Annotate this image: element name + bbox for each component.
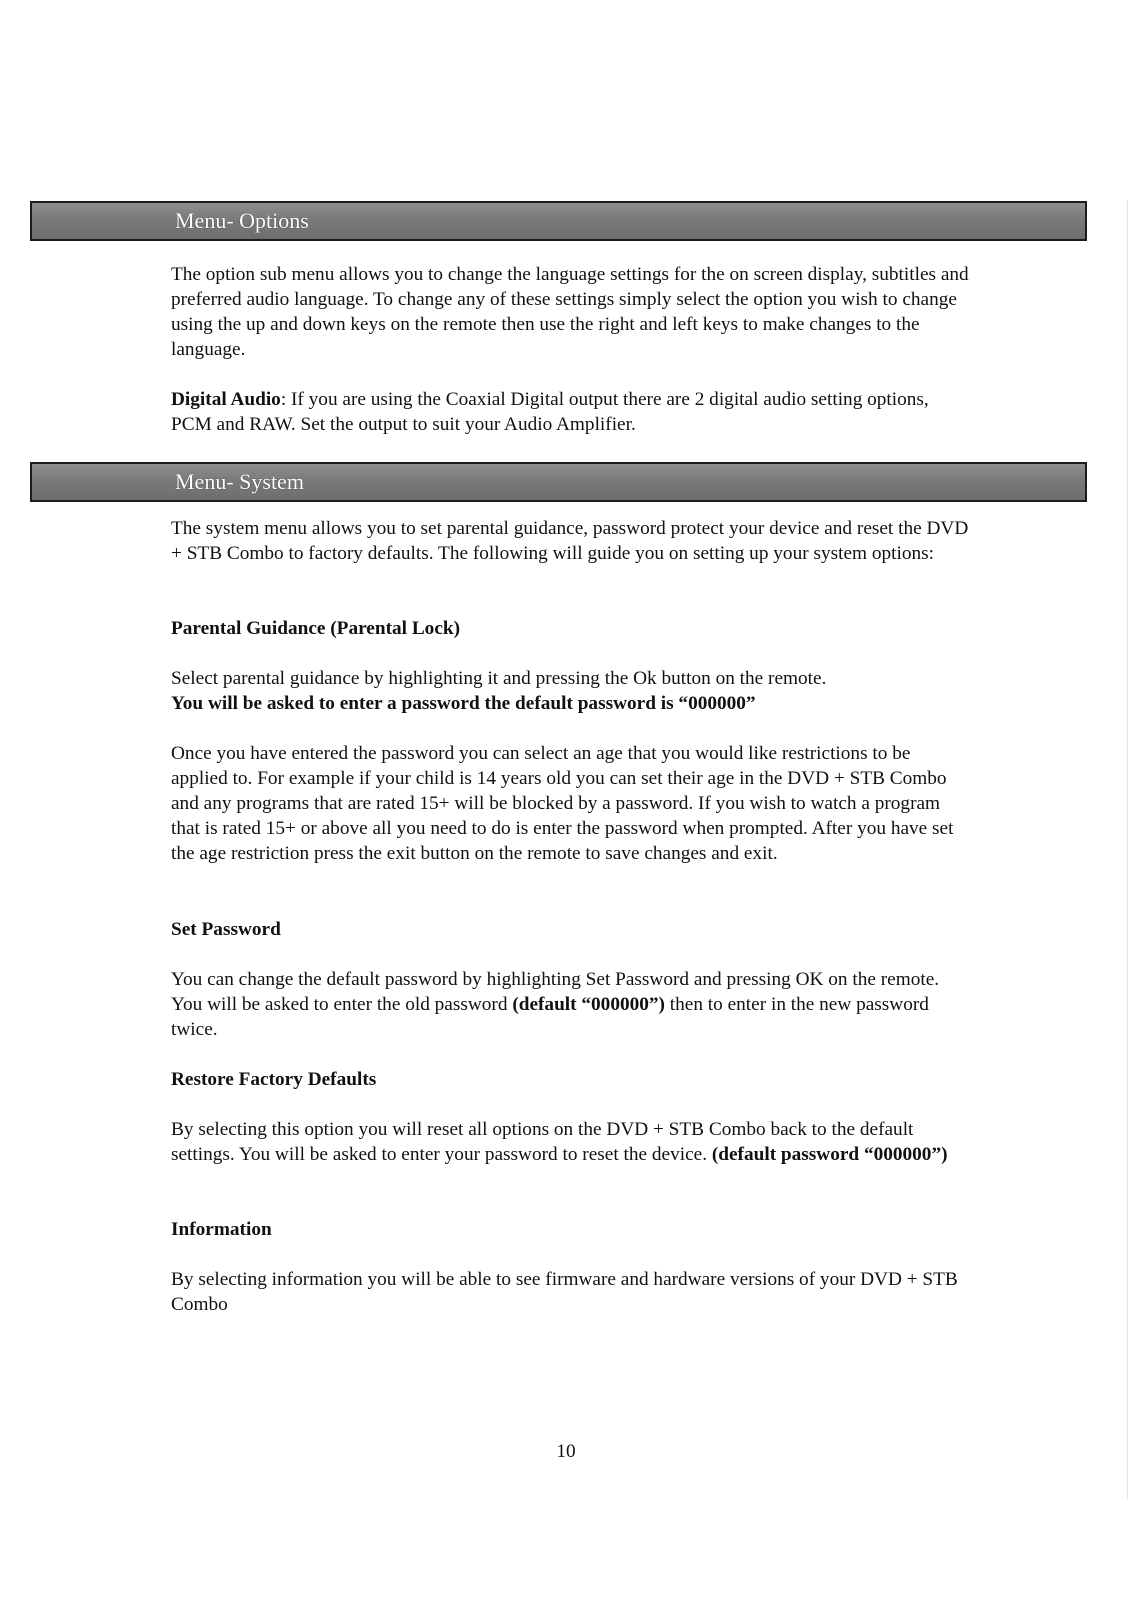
parental-detail-paragraph: Once you have entered the password you can select an age that you would like restrictions to be applied to. For example if your child is 14 years old you can set their age in the DVD + STB Combo and any programs that are rated 15+ will be blocked by a password. If you wish to watch a program that is rated 15+ or above all you need to do is enter the password when prompted. After you have set the age restriction press the exit button on the remote to save changes and exit. [171, 743, 954, 864]
set-password-text-b: then to enter in the new password twice. [171, 994, 929, 1040]
page-number: 10 [556, 1441, 576, 1462]
restore-defaults-heading: Restore Factory Defaults [171, 1069, 377, 1090]
system-intro-paragraph: The system menu allows you to set parental guidance, password protect your device and reset the DVD + STB Combo to factory defaults. The following will guide you on setting up your system options: [171, 518, 969, 564]
restore-defaults-text: By selecting this option you will reset all options on the DVD + STB Combo back to the default settings. You will be asked to enter your password to reset the device. [171, 1119, 914, 1165]
section-header-system [30, 462, 1087, 502]
restore-defaults-paragraph [171, 1117, 971, 1167]
scan-edge-line [1127, 200, 1128, 1500]
parental-guidance-heading: Parental Guidance (Parental Lock) [171, 618, 461, 639]
set-password-heading: Set Password [171, 919, 281, 940]
section-title-system: Menu- System [175, 469, 304, 494]
section-header-options [30, 201, 1087, 241]
digital-audio-paragraph [171, 387, 971, 437]
default-password-notice: You will be asked to enter a password the default password is “000000” [171, 693, 756, 714]
set-password-default: (default “000000”) [512, 994, 665, 1015]
restore-defaults-password: (default password “000000”) [711, 1144, 948, 1165]
options-intro-paragraph: The option sub menu allows you to change the language settings for the on screen display, subtitles and preferred audio language. To change any of these settings simply select the option you wish to change using the up and down keys on the remote then use the right and left keys to make changes to the language. [171, 264, 969, 360]
information-paragraph: By selecting information you will be able to see firmware and hardware versions of your DVD + STB Combo [171, 1269, 958, 1315]
parental-guidance-text: Select parental guidance by highlighting it and pressing the Ok button on the remote. [171, 668, 827, 689]
set-password-paragraph [171, 967, 971, 1042]
digital-audio-label: Digital Audio [171, 389, 281, 410]
information-heading: Information [171, 1219, 272, 1240]
digital-audio-text: : If you are using the Coaxial Digital output there are 2 digital audio setting options, PCM and RAW. Set the output to suit your Audio Amplifier. [171, 389, 929, 435]
parental-guidance-paragraph [171, 666, 971, 716]
set-password-text-a: You can change the default password by highlighting Set Password and pressing OK on the remote. You will be asked to enter the old password [171, 969, 940, 1015]
section-title-options: Menu- Options [175, 208, 309, 233]
